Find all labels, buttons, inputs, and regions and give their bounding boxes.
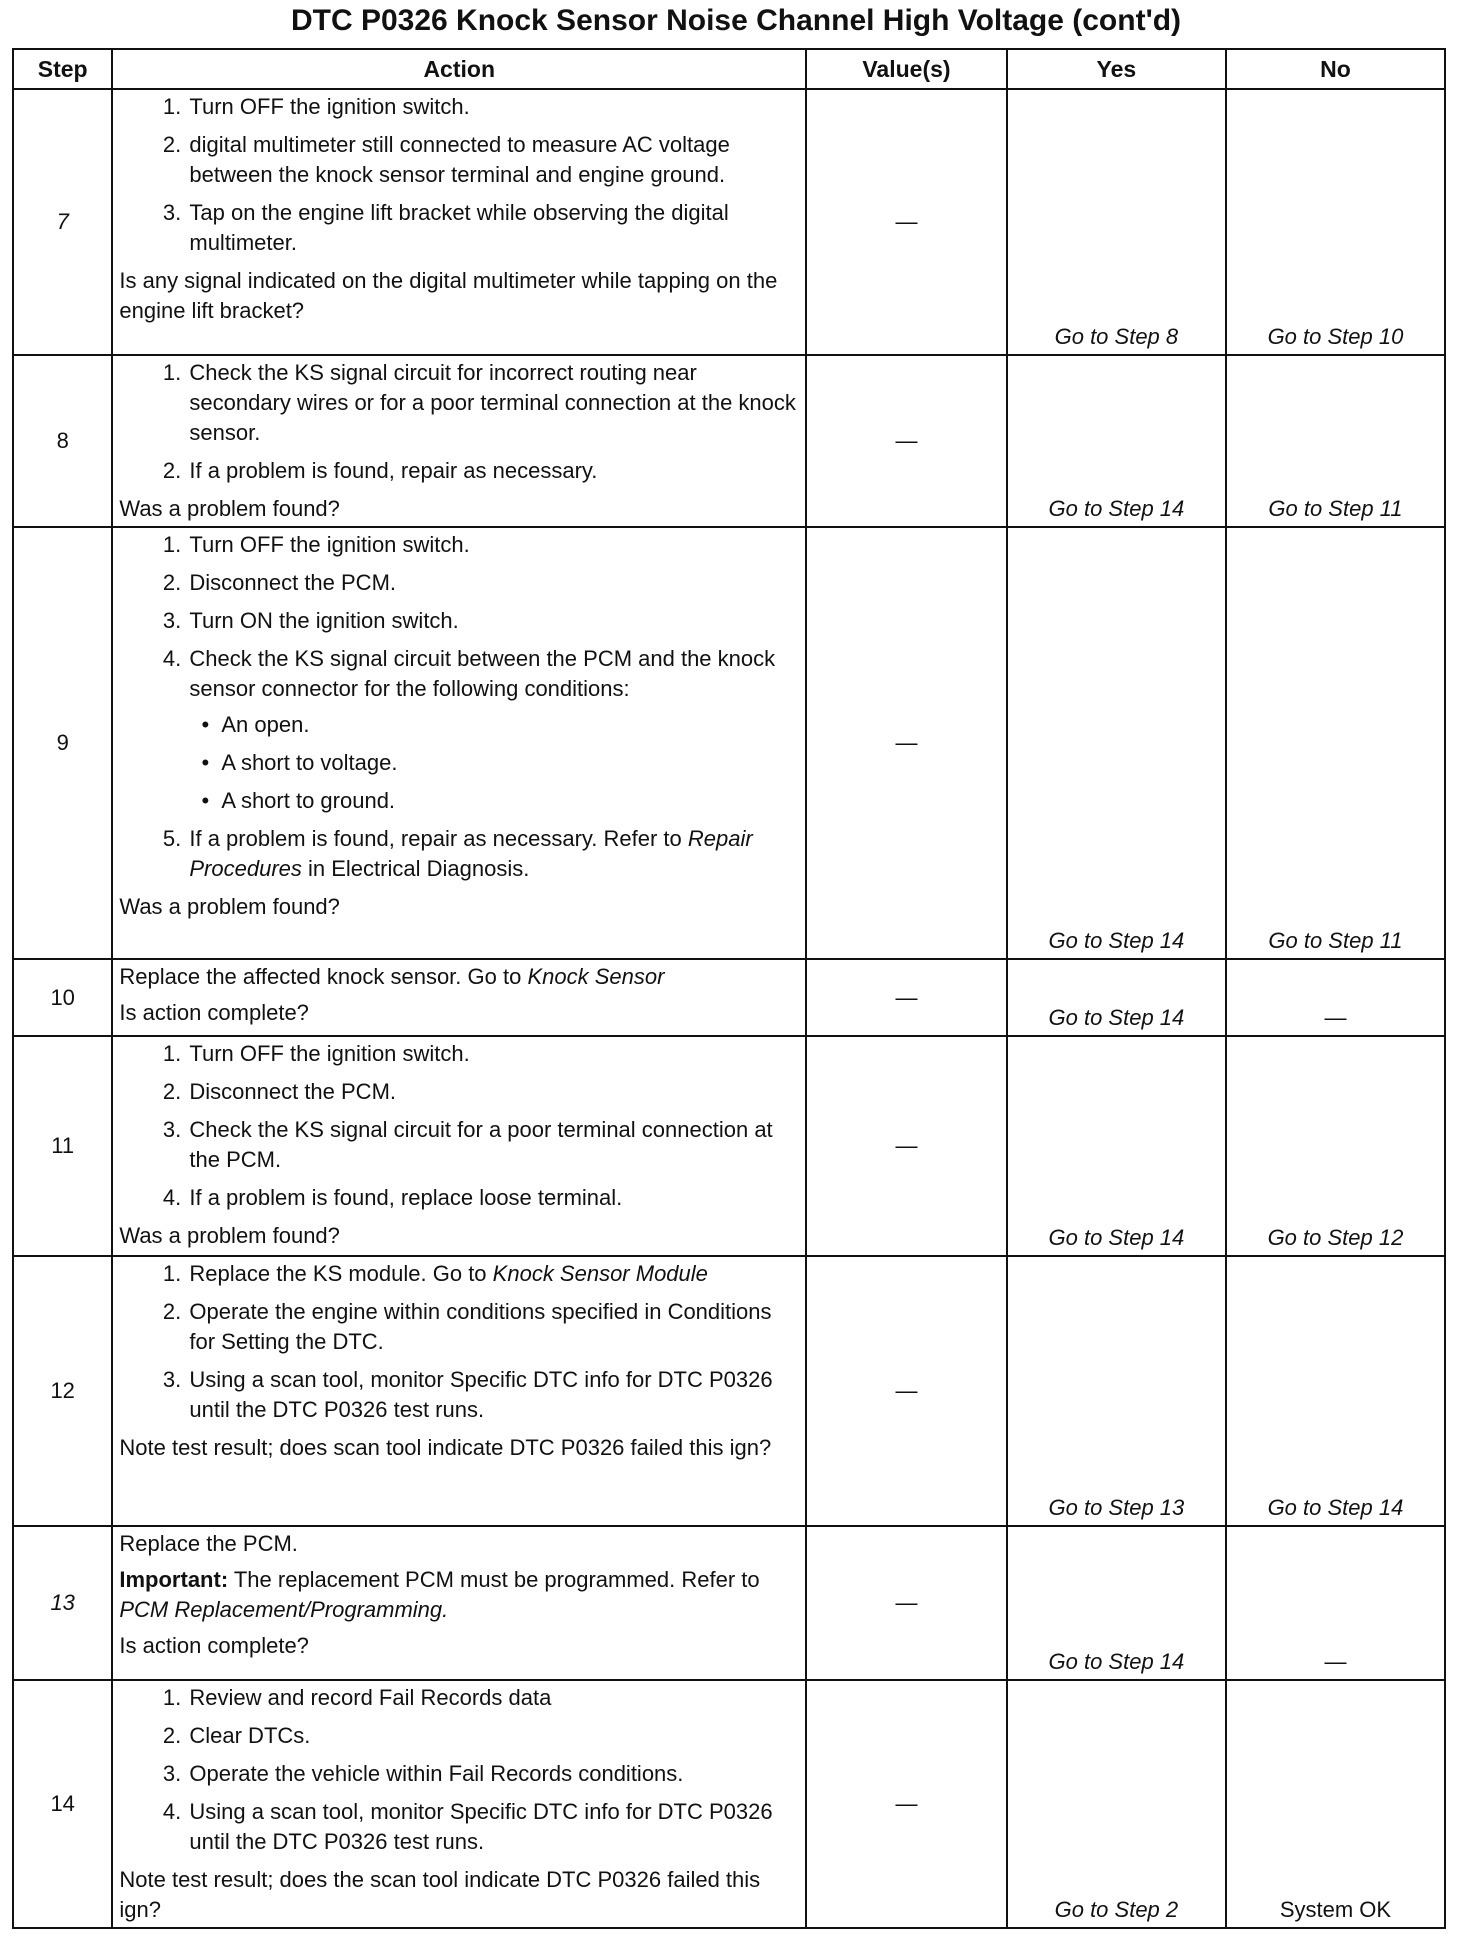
yes-cell: Go to Step 13 <box>1007 1256 1226 1526</box>
header-row <box>13 49 1445 89</box>
value-cell: — <box>806 527 1007 959</box>
action-question: Note test result; does scan tool indicate DTC P0326 failed this ign? <box>119 1435 772 1460</box>
action-cell <box>112 355 806 527</box>
value-cell: — <box>806 1036 1007 1256</box>
condition-list <box>189 710 799 816</box>
condition-text: A short to ground. <box>221 788 396 813</box>
knock-sensor-reference: Knock Sensor <box>527 964 665 989</box>
condition-text: An open. <box>221 712 310 737</box>
action-text: Replace the PCM. <box>119 1531 298 1556</box>
step-number: 8 <box>13 355 112 527</box>
condition-item <box>189 786 799 816</box>
action-step: 2. Disconnect the PCM. <box>187 568 799 598</box>
no-cell: — <box>1226 1526 1445 1680</box>
action-step-text: If a problem is found, repair as necessary. Refer to <box>189 826 688 851</box>
value-cell: — <box>806 89 1007 355</box>
action-step: 1. Turn OFF the ignition switch. <box>187 92 799 122</box>
action-step: 1. Review and record Fail Records data <box>187 1683 799 1713</box>
table-row-step-10 <box>13 959 1445 1036</box>
page-title: DTC P0326 Knock Sensor Noise Channel High Voltage (cont'd) <box>290 4 1182 37</box>
action-steps <box>119 92 799 258</box>
yes-cell: Go to Step 2 <box>1007 1680 1226 1928</box>
action-step: 1. Turn OFF the ignition switch. <box>187 530 799 560</box>
action-step-text: Replace the KS module. Go to <box>189 1261 493 1286</box>
table-row-step-9 <box>13 527 1445 959</box>
action-question: Was a problem found? <box>119 1223 340 1248</box>
header-values: Value(s) <box>806 49 1007 89</box>
step-number: 10 <box>13 959 112 1036</box>
step-number: 7 <box>13 89 112 355</box>
value-cell: — <box>806 355 1007 527</box>
action-steps <box>119 358 799 486</box>
action-step <box>187 644 799 816</box>
yes-cell: Go to Step 14 <box>1007 959 1226 1036</box>
action-question: Note test result; does the scan tool indicate DTC P0326 failed this ign? <box>119 1867 761 1922</box>
important-text: The replacement PCM must be programmed. Refer to <box>228 1567 760 1592</box>
action-cell <box>112 1526 806 1680</box>
header-action: Action <box>112 49 806 89</box>
step-number: 13 <box>13 1526 112 1680</box>
yes-cell: Go to Step 14 <box>1007 355 1226 527</box>
value-cell: — <box>806 1256 1007 1526</box>
action-cell <box>112 959 806 1036</box>
action-steps <box>119 1259 799 1425</box>
knock-sensor-module-reference: Knock Sensor Module <box>492 1261 708 1286</box>
pcm-programming-reference: PCM Replacement/Programming. <box>119 1597 449 1622</box>
yes-cell: Go to Step 14 <box>1007 527 1226 959</box>
condition-item <box>189 710 799 740</box>
header-no: No <box>1226 49 1445 89</box>
bullet-icon: • <box>201 750 210 775</box>
action-steps <box>119 1039 799 1213</box>
action-cell <box>112 89 806 355</box>
action-step <box>187 824 799 884</box>
table-row-step-8 <box>13 355 1445 527</box>
value-cell: — <box>806 1680 1007 1928</box>
action-text-main: Replace the affected knock sensor. Go to <box>119 964 528 989</box>
no-cell: Go to Step 12 <box>1226 1036 1445 1256</box>
action-question: Is action complete? <box>119 1633 309 1658</box>
action-step: 3. Operate the vehicle within Fail Records conditions. <box>187 1759 799 1789</box>
value-cell: — <box>806 1526 1007 1680</box>
action-step: 4. Using a scan tool, monitor Specific DTC info for DTC P0326 until the DTC P0326 test runs. <box>187 1797 799 1857</box>
important-note <box>119 1565 799 1625</box>
action-question: Is any signal indicated on the digital multimeter while tapping on the engine lift bracket? <box>119 268 778 323</box>
action-step: 2. Clear DTCs. <box>187 1721 799 1751</box>
action-cell <box>112 527 806 959</box>
action-text <box>119 962 799 992</box>
important-label: Important: <box>119 1567 229 1592</box>
action-step: 4. If a problem is found, replace loose terminal. <box>187 1183 799 1213</box>
action-step <box>187 1259 799 1289</box>
yes-cell: Go to Step 8 <box>1007 89 1226 355</box>
action-step: 2. If a problem is found, repair as necessary. <box>187 456 799 486</box>
no-cell: Go to Step 11 <box>1226 355 1445 527</box>
condition-item <box>189 748 799 778</box>
step-number: 11 <box>13 1036 112 1256</box>
action-step: 3. Tap on the engine lift bracket while observing the digital multimeter. <box>187 198 799 258</box>
table-row-step-11 <box>13 1036 1445 1256</box>
diagnostic-table <box>12 48 1446 1929</box>
no-cell: Go to Step 14 <box>1226 1256 1445 1526</box>
header-yes: Yes <box>1007 49 1226 89</box>
yes-cell: Go to Step 14 <box>1007 1526 1226 1680</box>
action-step: 2. digital multimeter still connected to measure AC voltage between the knock sensor terminal and engine ground. <box>187 130 799 190</box>
step-number: 9 <box>13 527 112 959</box>
action-cell <box>112 1036 806 1256</box>
step-number: 14 <box>13 1680 112 1928</box>
yes-cell: Go to Step 14 <box>1007 1036 1226 1256</box>
bullet-icon: • <box>201 788 210 813</box>
action-step: 1. Check the KS signal circuit for incorrect routing near secondary wires or for a poor terminal connection at the knock sensor. <box>187 358 799 448</box>
action-step-text: in Electrical Diagnosis. <box>301 856 530 881</box>
condition-text: A short to voltage. <box>221 750 398 775</box>
action-step: 3. Using a scan tool, monitor Specific DTC info for DTC P0326 until the DTC P0326 test runs. <box>187 1365 799 1425</box>
action-question: Was a problem found? <box>119 496 340 521</box>
no-cell: — <box>1226 959 1445 1036</box>
action-cell <box>112 1680 806 1928</box>
action-step: 3. Turn ON the ignition switch. <box>187 606 799 636</box>
no-cell: Go to Step 10 <box>1226 89 1445 355</box>
action-step: 1. Turn OFF the ignition switch. <box>187 1039 799 1069</box>
action-steps <box>119 530 799 884</box>
value-cell: — <box>806 959 1007 1036</box>
action-cell <box>112 1256 806 1526</box>
no-cell: System OK <box>1226 1680 1445 1928</box>
action-step: 3. Check the KS signal circuit for a poor terminal connection at the PCM. <box>187 1115 799 1175</box>
step-number: 12 <box>13 1256 112 1526</box>
action-question: Is action complete? <box>119 1000 309 1025</box>
header-step: Step <box>13 49 112 89</box>
action-step: 2. Operate the engine within conditions specified in Conditions for Setting the DTC. <box>187 1297 799 1357</box>
action-steps <box>119 1683 799 1857</box>
action-step: 2. Disconnect the PCM. <box>187 1077 799 1107</box>
table-row-step-7 <box>13 89 1445 355</box>
table-row-step-13 <box>13 1526 1445 1680</box>
bullet-icon: • <box>201 712 210 737</box>
no-cell: Go to Step 11 <box>1226 527 1445 959</box>
action-step-text: Check the KS signal circuit between the PCM and the knock sensor connector for the following conditions: <box>189 646 776 701</box>
action-question: Was a problem found? <box>119 894 340 919</box>
repair-procedures-reference: Repair Procedures <box>189 826 753 881</box>
table-row-step-12 <box>13 1256 1445 1526</box>
table-row-step-14 <box>13 1680 1445 1928</box>
